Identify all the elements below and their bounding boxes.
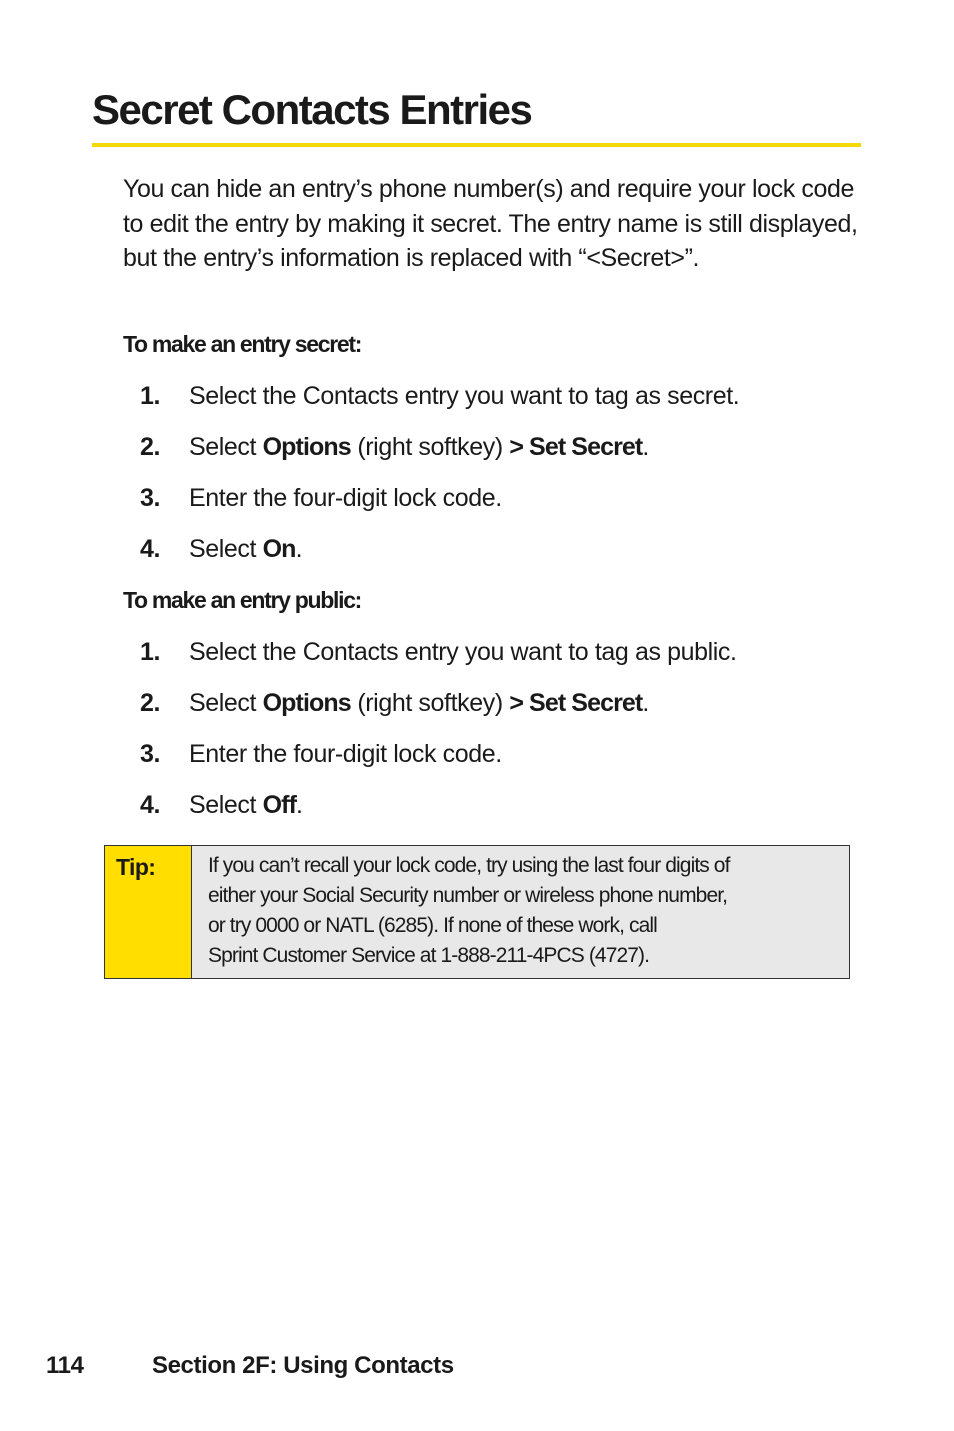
- step-text-mid: (right softkey): [350, 689, 510, 717]
- step-text-pre: Select: [189, 433, 263, 461]
- tip-line: Sprint Customer Service at 1-888-211-4PCS (4727).: [208, 944, 650, 967]
- off-option-label: Off: [262, 791, 297, 819]
- step-text: Enter the four-digit lock code.: [189, 740, 502, 768]
- step-number: 1.: [140, 638, 161, 666]
- step-number: 1.: [140, 382, 161, 410]
- public-heading: To make an entry public:: [123, 587, 362, 613]
- step-number: 4.: [140, 535, 161, 563]
- step-text-post: .: [296, 791, 303, 819]
- intro-paragraph: You can hide an entry’s phone number(s) and require your lock code to edit the entry by making it secret. The entry name is still displayed, but the entry’s information is replaced with “<Secret>”.: [123, 175, 858, 272]
- on-option-label: On: [262, 535, 296, 563]
- set-secret-menu-label: > Set Secret: [509, 433, 643, 461]
- step-text-post: .: [642, 689, 649, 717]
- step-text: Select the Contacts entry you want to tag as public.: [189, 638, 737, 666]
- step-text: [189, 430, 649, 464]
- page-number: 114: [46, 1352, 84, 1379]
- step-number: 3.: [140, 740, 161, 768]
- step-text: [189, 788, 303, 822]
- set-secret-menu-label: > Set Secret: [509, 689, 643, 717]
- step-text: [189, 532, 302, 566]
- tip-line: or try 0000 or NATL (6285). If none of these work, call: [208, 914, 657, 937]
- step-text-post: .: [295, 535, 303, 563]
- step-number: 2.: [140, 689, 161, 717]
- step-text: [189, 686, 649, 720]
- options-softkey-label: Options: [262, 689, 351, 717]
- title-underline: [92, 143, 861, 147]
- step-number: 2.: [140, 433, 161, 461]
- step-number: 4.: [140, 791, 161, 819]
- section-title: Section 2F: Using Contacts: [152, 1352, 454, 1379]
- tip-text: [208, 851, 838, 971]
- step-text-pre: Select: [189, 535, 263, 563]
- step-text-post: .: [642, 433, 649, 461]
- step-text-pre: Select: [189, 689, 263, 717]
- secret-heading: To make an entry secret:: [123, 331, 362, 357]
- tip-box: [104, 845, 850, 979]
- step-text: Select the Contacts entry you want to tag as secret.: [189, 382, 740, 410]
- step-text: Enter the four-digit lock code.: [189, 484, 502, 512]
- options-softkey-label: Options: [262, 433, 351, 461]
- tip-line: If you can’t recall your lock code, try using the last four digits of: [208, 854, 730, 877]
- step-text-pre: Select: [189, 791, 263, 819]
- step-number: 3.: [140, 484, 161, 512]
- page-title: Secret Contacts Entries: [92, 86, 532, 133]
- step-text-mid: (right softkey): [350, 433, 510, 461]
- tip-label: Tip:: [116, 854, 156, 880]
- tip-label-cell: [105, 846, 192, 978]
- tip-line: either your Social Security number or wireless phone number,: [208, 884, 728, 907]
